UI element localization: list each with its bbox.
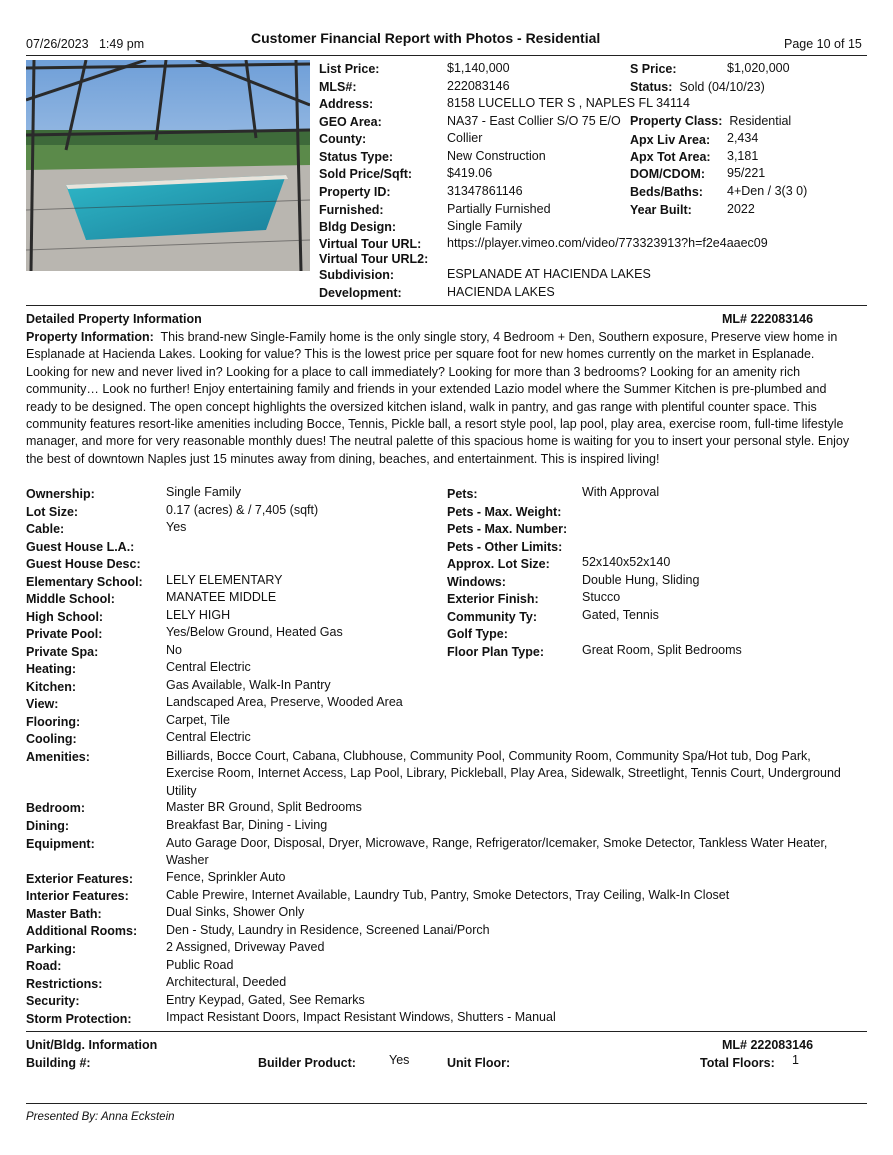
field-value: Central Electric [166, 660, 251, 674]
field-label: High School: [26, 609, 104, 624]
field-value: Landscaped Area, Preserve, Wooded Area [166, 695, 403, 709]
section-divider-2 [26, 1031, 867, 1032]
sold-sqft-label: Sold Price/Sqft: [319, 167, 413, 181]
year-built-label: Year Built: [630, 203, 692, 217]
field-value: Gated, Tennis [582, 607, 659, 622]
parking-label: Parking: [26, 942, 77, 956]
builder-product-label: Builder Product: [258, 1056, 356, 1070]
field-label: Pets - Max. Number: [447, 522, 568, 536]
field-row [26, 626, 343, 641]
storm-protection-label: Storm Protection: [26, 1012, 132, 1026]
field-row [26, 591, 276, 606]
dom-value: 95/221 [727, 166, 766, 180]
development-value: HACIENDA LAKES [447, 285, 555, 299]
address-value: 8158 LUCELLO TER S , NAPLES FL 34114 [447, 96, 690, 110]
interior-features-label: Interior Features: [26, 889, 129, 903]
mls-label: MLS#: [319, 80, 357, 94]
unit-mls: ML# 222083146 [722, 1038, 814, 1052]
property-class-row [630, 114, 791, 128]
field-label: Windows: [447, 574, 506, 589]
total-floors-value: 1 [792, 1053, 799, 1067]
field-label: Guest House Desc: [26, 557, 141, 571]
additional-rooms-value: Den - Study, Laundry in Residence, Screened Lanai/Porch [166, 923, 490, 937]
field-value: LELY HIGH [166, 607, 231, 622]
security-label: Security: [26, 994, 80, 1008]
furnished-value: Partially Furnished [447, 202, 551, 216]
builder-product-value: Yes [389, 1053, 410, 1067]
field-value: Central Electric [166, 730, 251, 744]
field-row [447, 609, 659, 624]
property-class-label: Property Class: [630, 114, 723, 128]
subdivision-label: Subdivision: [319, 268, 394, 282]
virtual-tour2-label: Virtual Tour URL2: [319, 252, 429, 266]
field-label: Private Spa: [26, 644, 99, 659]
field-row [26, 731, 251, 746]
list-price-label: List Price: [319, 62, 380, 76]
county-label: County: [319, 132, 367, 146]
field-row [26, 661, 251, 676]
status-type-value: New Construction [447, 149, 546, 163]
header-divider [26, 55, 867, 56]
exterior-features-value: Fence, Sprinkler Auto [166, 870, 286, 884]
field-label: Cable: [26, 522, 65, 536]
beds-baths-value: 4+Den / 3(3 0) [727, 184, 808, 198]
restrictions-value: Architectural, Deeded [166, 975, 287, 989]
field-row [447, 521, 582, 536]
field-value: 52x140x52x140 [582, 555, 671, 569]
field-label: Community Ty: [447, 609, 538, 624]
subdivision-value: ESPLANADE AT HACIENDA LAKES [447, 267, 651, 281]
field-value: Double Hung, Sliding [582, 572, 700, 587]
field-value: LELY ELEMENTARY [166, 572, 283, 587]
liv-area-label: Apx Liv Area: [630, 133, 711, 147]
field-label: Elementary School: [26, 574, 143, 589]
status-row [630, 80, 765, 94]
s-price-value: $1,020,000 [727, 61, 790, 75]
field-label: Exterior Finish: [447, 592, 539, 606]
field-row [447, 574, 699, 589]
field-row [26, 714, 230, 729]
report-title: Customer Financial Report with Photos - Residential [251, 30, 601, 46]
bldg-design-label: Bldg Design: [319, 220, 397, 234]
tot-area-label: Apx Tot Area: [630, 150, 711, 164]
field-label: Cooling: [26, 732, 77, 746]
building-label: Building #: [26, 1056, 91, 1070]
field-label: Approx. Lot Size: [447, 557, 550, 571]
field-row [26, 644, 182, 659]
status-label: Status: [630, 80, 673, 94]
field-row [26, 696, 403, 711]
field-value: Carpet, Tile [166, 712, 230, 727]
county-value: Collier [447, 131, 483, 145]
field-label: Pets - Max. Weight: [447, 504, 562, 519]
presented-by: Presented By: Anna Eckstein [26, 1111, 175, 1123]
road-label: Road: [26, 959, 62, 973]
status-type-label: Status Type: [319, 150, 394, 164]
property-info-text: This brand-new Single-Family home is the only single story, 4 Bedroom + Den, Southern exposure, Preserve view home in Esplanade at Hacienda Lakes. Looking for value? This is the lowest price per square foot for new homes currently on the market in Esplanade. Looking for new and never lived in? Looking for a place to call immediately? Looking for more than 3 bedrooms? Looking for an amenity rich community… Look no further! Enjoy entertaining family and friends in your extended Lazio model where the Summer Kitchen is pre-plumbed and ready to be designed. The open concept highlights the oversized kitchen island, walk in pantry, and gas range with plentiful counter space. This community features resort-like amenities including Bocce, Tennis, Pickle ball, a resort style pool, lap pool, play area, exercise room, full-time lifestyle manager, and more for very reasonable monthly dues! The neutral palette of this spacious home is waiting for you to insert your personal style. Enjoy the best of downtown Naples just 15 minutes away from dining, beaches, and entertainment. This is inspired living! [26, 330, 850, 466]
list-price-value: $1,140,000 [447, 61, 510, 75]
geo-value: NA37 - East Collier S/O 75 E/O [447, 114, 621, 128]
property-id-value: 31347861146 [447, 184, 523, 198]
sold-sqft-value: $419.06 [447, 166, 493, 180]
field-label: Ownership: [26, 487, 95, 501]
virtual-tour-label: Virtual Tour URL: [319, 237, 422, 251]
field-value: Single Family [166, 485, 242, 499]
field-label: Guest House L.A.: [26, 539, 135, 554]
development-label: Development: [319, 286, 402, 300]
field-row [26, 539, 166, 554]
field-label: Pets - Other Limits: [447, 539, 563, 554]
field-value: MANATEE MIDDLE [166, 590, 277, 604]
field-value: Stucco [582, 590, 621, 604]
footer-divider [26, 1103, 867, 1104]
property-id-label: Property ID: [319, 185, 391, 199]
field-row [447, 486, 659, 501]
field-label: Middle School: [26, 592, 115, 606]
parking-value: 2 Assigned, Driveway Paved [166, 940, 325, 954]
bedroom-value: Master BR Ground, Split Bedrooms [166, 800, 362, 814]
field-row [447, 644, 742, 659]
amenities-label: Amenities: [26, 750, 90, 764]
exterior-features-label: Exterior Features: [26, 872, 133, 886]
total-floors-label: Total Floors: [700, 1056, 775, 1070]
field-row [26, 574, 283, 589]
page-number: Page 10 of 15 [784, 37, 862, 51]
time-text: 1:49 pm [98, 37, 145, 51]
equipment-value: Auto Garage Door, Disposal, Dryer, Microwave, Range, Refrigerator/Icemaker, Smoke Detector, Tankless Water Heater, Washer [166, 836, 828, 868]
status-value: Sold (04/10/23) [679, 80, 765, 94]
amenities-value: Billiards, Bocce Court, Cabana, Clubhouse, Community Pool, Community Room, Community Spa/Hot tub, Dog Park, Exercise Room, Internet Access, Lap Pool, Library, Pickleball, Play Area, Sidewalk, Streetlight, Tennis Court, Underground Utility [166, 749, 841, 798]
field-row [447, 626, 582, 641]
field-label: View: [26, 697, 59, 711]
field-row [26, 679, 331, 694]
address-label: Address: [319, 97, 374, 111]
beds-baths-label: Beds/Baths: [630, 185, 703, 199]
field-row [26, 521, 186, 536]
bedroom-label: Bedroom: [26, 801, 86, 815]
interior-features-value: Cable Prewire, Internet Available, Laundry Tub, Pantry, Smoke Detectors, Tray Ceiling, Walk-In Closet [166, 888, 730, 902]
dom-label: DOM/CDOM: [630, 167, 705, 181]
field-value: With Approval [582, 485, 660, 499]
field-value: Great Room, Split Bedrooms [582, 642, 742, 657]
geo-label: GEO Area: [319, 115, 382, 129]
field-row [26, 556, 166, 571]
mls-value: 222083146 [447, 79, 510, 93]
additional-rooms-label: Additional Rooms: [26, 924, 138, 938]
property-info-label: Property Information: [26, 330, 154, 344]
field-label: Golf Type: [447, 627, 508, 641]
field-row [447, 539, 582, 554]
field-label: Kitchen: [26, 679, 76, 694]
report-date [26, 37, 144, 51]
field-value: No [166, 642, 182, 657]
restrictions-label: Restrictions: [26, 977, 103, 991]
field-row [447, 591, 620, 606]
unit-heading: Unit/Bldg. Information [26, 1038, 158, 1052]
field-row [447, 504, 582, 519]
unit-floor-label: Unit Floor: [447, 1056, 511, 1070]
master-bath-value: Dual Sinks, Shower Only [166, 905, 305, 919]
dining-label: Dining: [26, 819, 70, 833]
storm-protection-value: Impact Resistant Doors, Impact Resistant Windows, Shutters - Manual [166, 1010, 556, 1024]
year-built-value: 2022 [727, 202, 755, 216]
field-label: Private Pool: [26, 627, 103, 641]
field-row [26, 504, 318, 519]
section-divider-1 [26, 305, 867, 306]
furnished-label: Furnished: [319, 203, 384, 217]
property-class-value: Residential [729, 114, 792, 128]
equipment-label: Equipment: [26, 837, 95, 851]
field-label: Heating: [26, 662, 76, 676]
road-value: Public Road [166, 958, 234, 972]
field-row [447, 556, 670, 571]
field-value: Gas Available, Walk-In Pantry [166, 677, 331, 692]
field-value: 0.17 (acres) & / 7,405 (sqft) [166, 502, 319, 517]
bldg-design-value: Single Family [447, 219, 523, 233]
dining-value: Breakfast Bar, Dining - Living [166, 818, 328, 832]
tot-area-value: 3,181 [727, 149, 759, 163]
field-label: Flooring: [26, 714, 81, 729]
field-row [26, 609, 230, 624]
virtual-tour-link[interactable]: https://player.vimeo.com/video/773323913?h=f2e4aaec09 [447, 236, 768, 250]
liv-area-value: 2,434 [727, 131, 759, 145]
detail-heading: Detailed Property Information [26, 312, 202, 326]
field-row [26, 486, 241, 501]
field-label: Lot Size: [26, 504, 79, 519]
field-value: Yes/Below Ground, Heated Gas [166, 625, 343, 639]
s-price-label: S Price: [630, 62, 677, 76]
master-bath-label: Master Bath: [26, 907, 102, 921]
property-description [26, 329, 856, 468]
field-label: Pets: [447, 487, 478, 501]
pool-photo-icon [26, 60, 310, 271]
field-value: Yes [166, 520, 187, 534]
date-text: 07/26/2023 [26, 37, 89, 51]
detail-mls: ML# 222083146 [722, 312, 814, 326]
property-photo [26, 60, 310, 271]
field-label: Floor Plan Type: [447, 644, 544, 659]
security-value: Entry Keypad, Gated, See Remarks [166, 993, 365, 1007]
